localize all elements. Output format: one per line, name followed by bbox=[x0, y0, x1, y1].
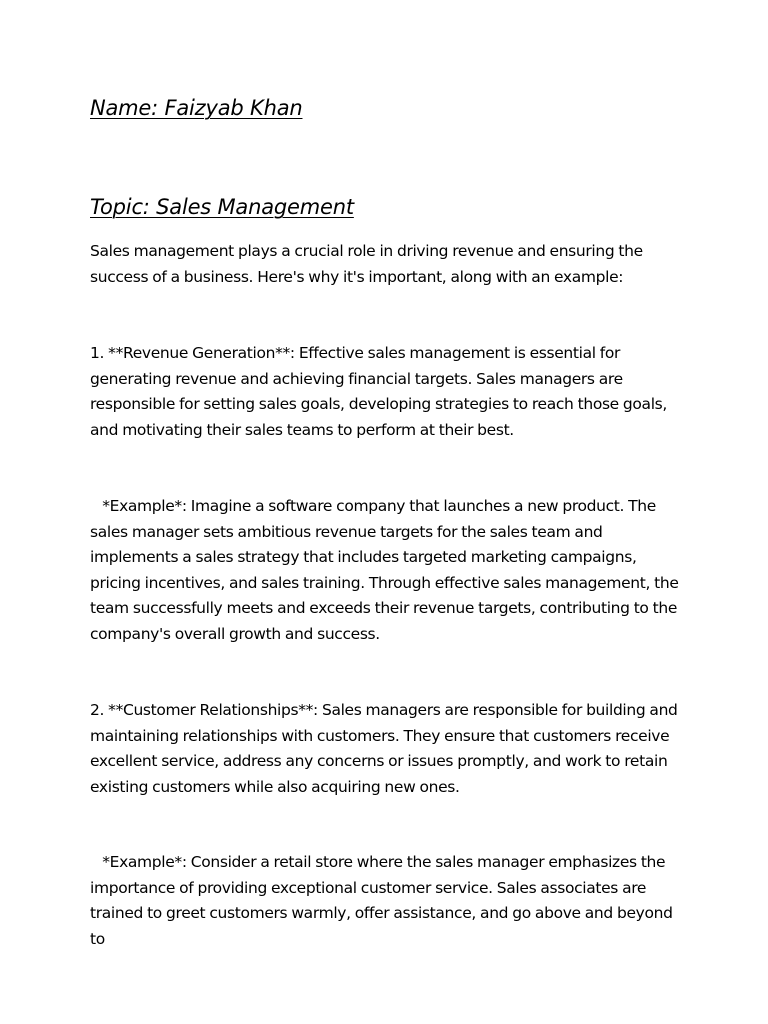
topic-heading: Topic: Sales Management bbox=[90, 195, 354, 219]
customer-example-paragraph: *Example*: Consider a retail store where the sales manager emphasizes the importance of providing exceptional customer service. Sales associates are trained to greet customers warmly, offer assistance, and go above and beyond to bbox=[90, 853, 677, 948]
revenue-generation-paragraph: 1. **Revenue Generation**: Effective sales management is essential for generating revenue and achieving financial targets. Sales managers are responsible for setting sales goals, developing strategies to reach those goals, and motivating their sales teams to perform at their best. bbox=[90, 344, 672, 439]
revenue-example-paragraph: *Example*: Imagine a software company that launches a new product. The sales manager sets ambitious revenue targets for the sales team and implements a sales strategy that includes targeted marketing campaigns, pricing incentives, and sales training. Through effective sales management, the team successfully meets and exceeds their revenue targets, contributing to the company's overall growth and success. bbox=[90, 497, 683, 643]
customer-relationships-paragraph: 2. **Customer Relationships**: Sales managers are responsible for building and maintaining relationships with customers. They ensure that customers receive excellent service, address any concerns or issues promptly, and work to retain existing customers while also acquiring new ones. bbox=[90, 701, 682, 796]
name-heading: Name: Faizyab Khan bbox=[90, 96, 303, 120]
intro-paragraph: Sales management plays a crucial role in driving revenue and ensuring the success of a business. Here's why it's important, along with an example: bbox=[90, 242, 647, 286]
